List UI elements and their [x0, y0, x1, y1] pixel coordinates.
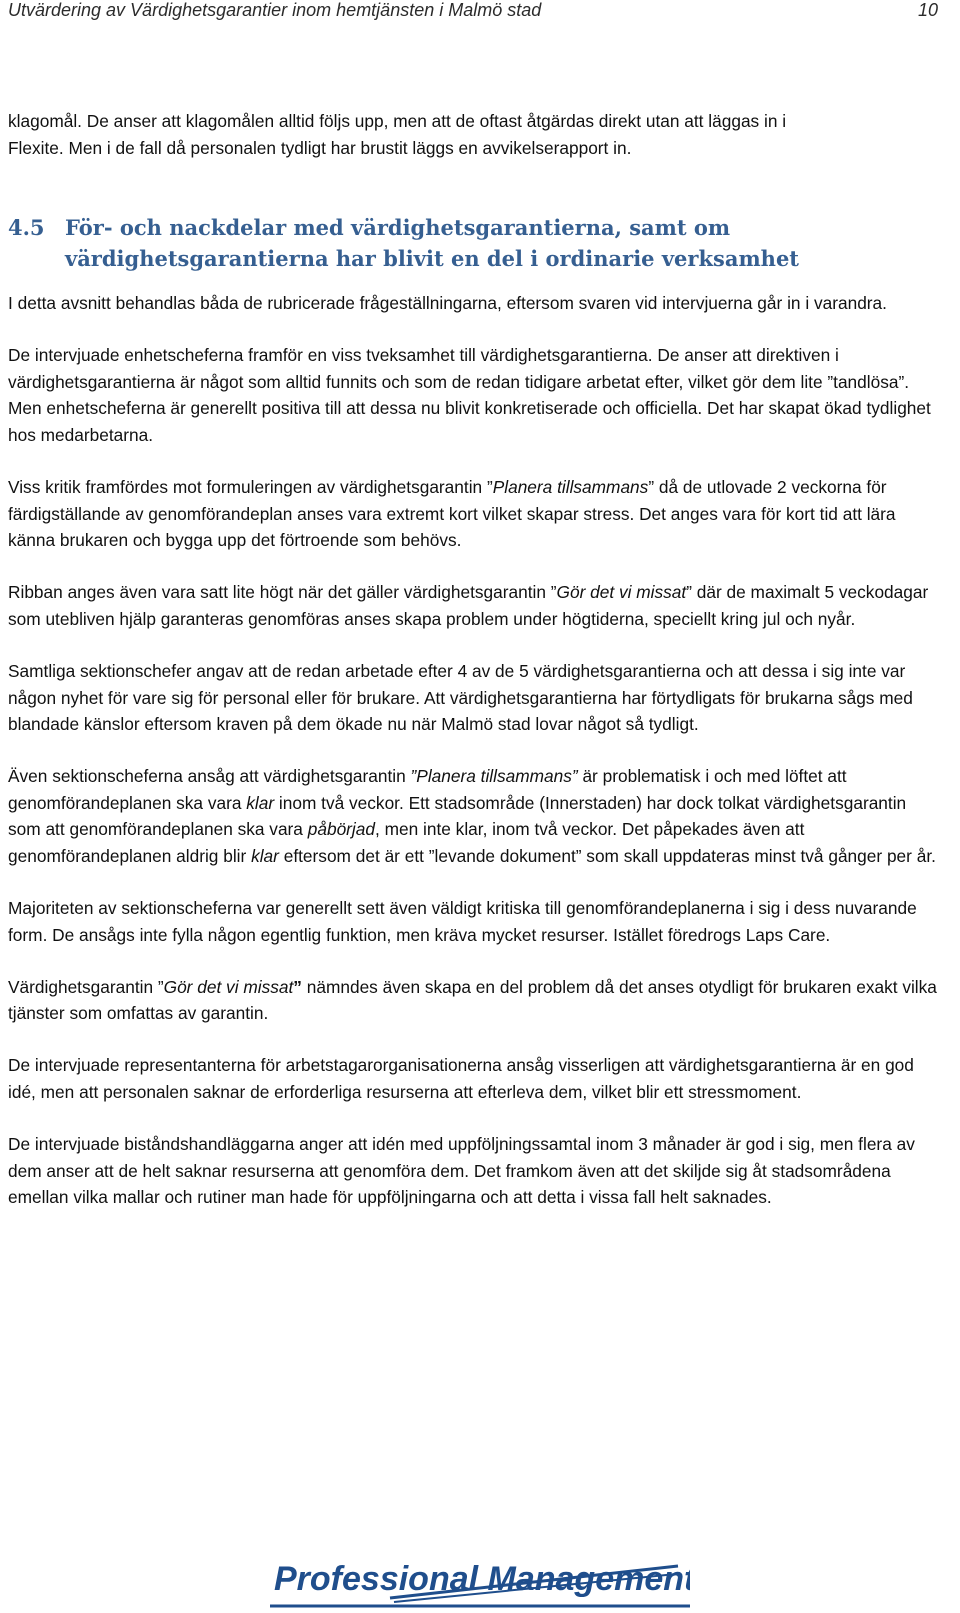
paragraph-6-emphasis-1: ”Planera tillsammans”	[410, 766, 578, 787]
paragraph-3	[8, 474, 938, 554]
paragraph-8-text-a: Värdighetsgarantin ”	[8, 976, 164, 997]
paragraph-3-text-b: ” då de utlovade 2 veckorna för färdigställande av genomförandeplan anses vara extremt kort vilket skapar stress. Det anges vara för kort tid att lära känna brukaren och bygga upp det förtroende som behövs.	[8, 476, 896, 551]
paragraph-4-text-a: Ribban anges även vara satt lite högt när det gäller värdighetsgarantin ”	[8, 582, 557, 603]
section-number: 4.5	[8, 215, 45, 240]
paragraph-1: I detta avsnitt behandlas båda de rubricerade frågeställningarna, eftersom svaren vid intervjuerna går in i varandra.	[8, 293, 887, 313]
paragraph-3-text-a: Viss kritik framfördes mot formuleringen av värdighetsgarantin ”	[8, 476, 493, 497]
intro-line-1: klagomål. De anser att klagomålen alltid följs upp, men att de oftast åtgärdas direkt utan att läggas in i	[8, 111, 787, 131]
paragraph-6-text-c: inom två veckor. Ett stadsområde (Innerstaden) har dock tolkat värdighetsgarantin som att genomförandeplanen ska vara	[8, 792, 907, 840]
page-header	[8, 0, 938, 26]
intro-line-2: Flexite. Men i de fall då personalen tydligt har brustit läggs en avvikelserapport in.	[8, 137, 632, 158]
paragraph-8-text-b: nämndes även skapa en del problem då det anses otydligt för brukaren exakt vilka tjänster som omfattas av garantin.	[8, 976, 937, 1024]
paragraph-3-emphasis: Planera tillsammans	[492, 476, 649, 497]
section-heading	[8, 212, 938, 274]
paragraph-8-emphasis: Gör det vi missat	[163, 976, 294, 997]
paragraph-9: De intervjuade representanterna för arbetstagarorganisationerna ansåg visserligen att värdighetsgarantierna är en god idé, men att personalen saknar de erforderliga resurserna att efterleva dem, vilket blir ett stressmoment.	[8, 1055, 914, 1103]
paragraph-2: De intervjuade enhetscheferna framför en viss tveksamhet till värdighetsgarantierna. De anser att direktiven i värdighetsgarantierna är något som alltid funnits och som de redan tidigare arbetat efter, vilket gör dem lite ”tandlösa”. Men enhetscheferna är generellt positiva till att dessa nu blivit konkretiserade och officiella. Det har skapat ökad tydlighet hos medarbetarna.	[8, 345, 931, 445]
paragraph-4-text-b: ” där de maximalt 5 veckodagar som utebliven hjälp garanteras genomföras anses skapa problem under högtiderna, speciellt kring jul och nyår.	[8, 582, 929, 629]
paragraph-6-emphasis-3: påbörjad	[307, 819, 375, 840]
paragraph-6	[8, 763, 938, 869]
paragraph-6-emphasis-2: klar	[246, 792, 275, 813]
logo-graphic	[270, 1552, 690, 1608]
body-text	[8, 290, 938, 1236]
paragraph-5: Samtliga sektionschefer angav att de redan arbetade efter 4 av de 5 värdighetsgarantierna och att dessa i sig inte var någon nyhet för vare sig för personal eller för brukare. Att värdighetsgarantierna har förtydligats för brukarna sågs med blandade känslor eftersom kraven på dem ökade nu när Malmö stad lovar något så tydligt.	[8, 660, 913, 735]
intro-continuation	[8, 108, 938, 161]
paragraph-7: Majoriteten av sektionscheferna var generellt sett även väldigt kritiska till genomförandeplanerna i sig i dess nuvarande form. De ansågs inte fylla någon egentlig funktion, men kräva mycket resurser. Istället föredrogs Laps Care.	[8, 898, 917, 945]
paragraph-10: De intervjuade biståndshandläggarna anger att idén med uppföljningssamtal inom 3 månader är god i sig, men flera av dem anser att de helt saknar resurserna att genomföra dem. Det framkom även att det skiljde sig åt stadsområdena emellan vilka mallar och rutiner man hade för uppföljningarna och att detta i vissa fall helt saknades.	[8, 1134, 915, 1208]
section-title: För- och nackdelar med värdighetsgarantierna, samt om värdighetsgarantierna har blivit en del i ordinarie verksamhet	[65, 215, 800, 271]
page-number: 10	[917, 0, 938, 20]
paragraph-8	[8, 974, 938, 1027]
paragraph-4	[8, 579, 938, 632]
logo-wordmark: Professional Management	[274, 1560, 690, 1598]
paragraph-6-text-a: Även sektionscheferna ansåg att värdighetsgarantin	[8, 766, 411, 787]
paragraph-6-emphasis-4: klar	[251, 846, 279, 866]
paragraph-6-text-b: är problematisk i och med löftet att genomförandeplanen ska vara	[8, 766, 847, 813]
professional-management-logo	[270, 1552, 690, 1608]
paragraph-6-text-d: , men inte klar, inom två veckor. Det påpekades även att genomförandeplanen aldrig blir	[8, 819, 805, 866]
paragraph-6-text-e: eftersom det är ett ”levande dokument” som skall uppdateras minst två gånger per år.	[278, 846, 936, 866]
paragraph-8-strong-quote: ”	[293, 976, 302, 997]
document-title: Utvärdering av Värdighetsgarantier inom hemtjänsten i Malmö stad	[8, 0, 542, 20]
paragraph-4-emphasis: Gör det vi missat	[556, 582, 687, 603]
